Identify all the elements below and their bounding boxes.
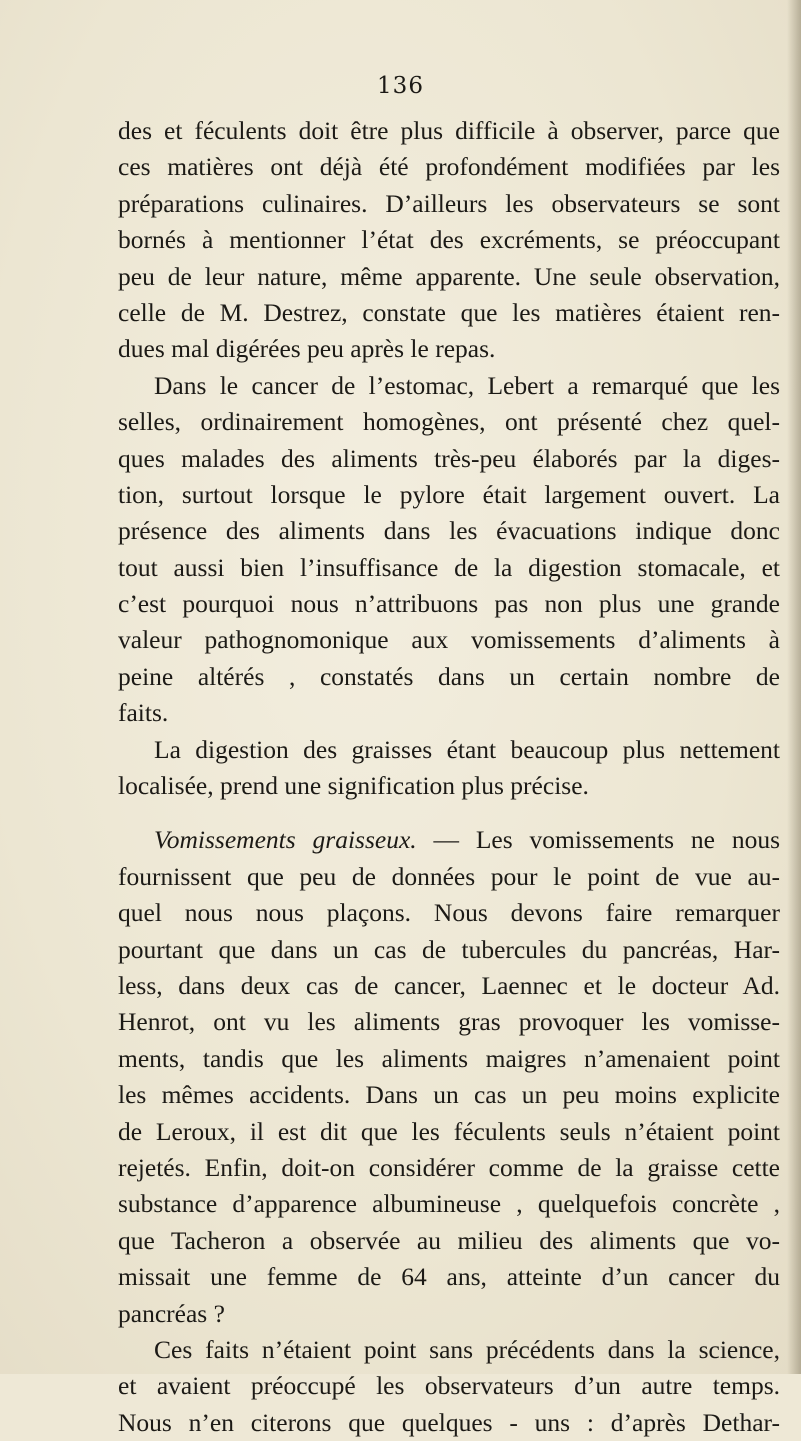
- text-line: dues mal digérées peu après le repas.: [118, 334, 496, 364]
- text-line: que Tacheron a observée au milieu des aliments que vo-: [118, 1225, 780, 1255]
- text-line: et avaient préoccupé les observateurs d’un autre temps.: [118, 1371, 780, 1401]
- paragraph: [118, 368, 780, 732]
- text-line: ments, tandis que les aliments maigres n’amenaient point: [118, 1043, 780, 1073]
- text-line: peine altérés , constatés dans un certain nombre de: [118, 661, 780, 691]
- text-line: rejetés. Enfin, doit-on considérer comme de la graisse cette: [118, 1152, 780, 1182]
- text-line: celle de M. Destrez, constate que les matières étaient ren-: [118, 297, 780, 327]
- text-line: fournissent que peu de données pour le point de vue au-: [118, 861, 780, 891]
- text-line: localisée, prend une signification plus précise.: [118, 771, 589, 801]
- page-edge-shadow: [787, 0, 801, 1374]
- text-line: Dans le cancer de l’estomac, Lebert a remarqué que les: [154, 370, 780, 400]
- text-line: présence des aliments dans les évacuations indique donc: [118, 516, 780, 546]
- paragraph: [118, 1332, 780, 1441]
- section-gap: [118, 804, 780, 822]
- text-line: c’est pourquoi nous n’attribuons pas non plus une grande: [118, 589, 780, 619]
- text-line: peu de leur nature, même apparente. Une seule observation,: [118, 261, 780, 291]
- text-line: préparations culinaires. D’ailleurs les observateurs se sont: [118, 188, 780, 218]
- text-line: selles, ordinairement homogènes, ont présenté chez quel-: [118, 407, 780, 437]
- text-line: pourtant que dans un cas de tubercules du pancréas, Har-: [118, 934, 780, 964]
- section-first-line-rest: — Les vomissements ne nous: [416, 825, 780, 855]
- section-paragraph: [118, 822, 780, 1331]
- text-line: pancréas ?: [118, 1298, 225, 1328]
- paragraph: [118, 113, 780, 368]
- paragraph: [118, 732, 780, 805]
- section-heading: Vomissements graisseux.: [154, 825, 417, 855]
- text-line: substance d’apparence albumineuse , quelquefois concrète ,: [118, 1189, 780, 1219]
- page-number: 136: [377, 73, 424, 99]
- text-line: bornés à mentionner l’état des excréments, se préoccupant: [118, 225, 780, 255]
- text-line: Nous n’en citerons que quelques - uns : d’après Dethar-: [118, 1407, 780, 1437]
- text-line: quel nous nous plaçons. Nous devons faire remarquer: [118, 898, 780, 928]
- text-line: La digestion des graisses étant beaucoup plus nettement: [154, 734, 780, 764]
- text-line: les mêmes accidents. Dans un cas un peu moins explicite: [118, 1080, 780, 1110]
- text-line: Ces faits n’étaient point sans précédents dans la science,: [154, 1334, 780, 1364]
- section-first-line: [118, 822, 780, 858]
- text-line: des et féculents doit être plus difficile à observer, parce que: [118, 116, 780, 145]
- text-line: faits.: [118, 698, 169, 728]
- text-line: tion, surtout lorsque le pylore était largement ouvert. La: [118, 479, 780, 509]
- text-line: missait une femme de 64 ans, atteinte d’un cancer du: [118, 1262, 780, 1292]
- text-line: ques malades des aliments très-peu élaborés par la diges-: [118, 443, 780, 473]
- text-line: de Leroux, il est dit que les féculents seuls n’étaient point: [118, 1116, 780, 1146]
- text-line: tout aussi bien l’insuffisance de la digestion stomacale, et: [118, 552, 780, 582]
- text-line: valeur pathognomonique aux vomissements d’aliments à: [118, 625, 780, 655]
- text-line: less, dans deux cas de cancer, Laennec et le docteur Ad.: [118, 970, 780, 1000]
- text-line: Henrot, ont vu les aliments gras provoquer les vomisse-: [118, 1007, 780, 1037]
- body-text: [118, 113, 780, 1441]
- text-line: ces matières ont déjà été profondément modifiées par les: [118, 152, 780, 182]
